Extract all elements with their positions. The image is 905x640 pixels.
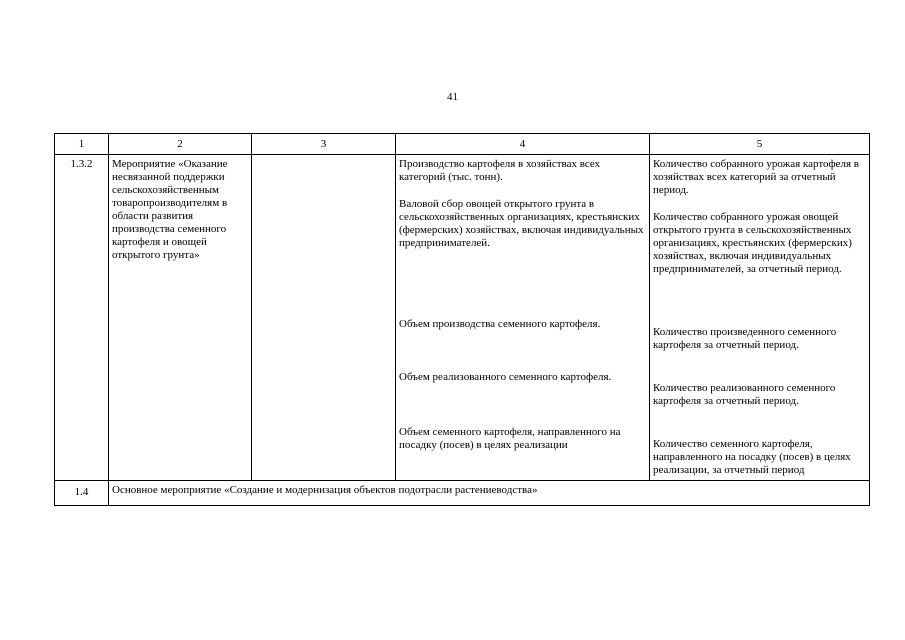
method-item: Количество собранного урожая картофеля в хозяйствах всех категорий за отчетный период. [653, 158, 859, 196]
method-item: Количество семенного картофеля, направленного на посадку (посев) в целях реализации, за отчетный период [653, 438, 851, 476]
header-row [55, 134, 870, 155]
indicator-item: Объем реализованного семенного картофеля. [399, 371, 612, 383]
header-col-3: 3 [252, 134, 396, 155]
table-row [55, 155, 870, 481]
header-col-5: 5 [650, 134, 870, 155]
main-measure-title: Основное мероприятие «Создание и модернизация объектов подотрасли растениеводства» [109, 481, 870, 506]
method-item: Количество реализованного семенного картофеля за отчетный период. [653, 382, 836, 407]
indicator-item: Валовой сбор овощей открытого грунта в сельскохозяйственных организациях, крестьянских (фермерских) хозяйствах, включая индивидуальных предпринимателей. [399, 198, 644, 249]
empty-cell [252, 155, 396, 481]
method-item: Количество произведенного семенного картофеля за отчетный период. [653, 326, 837, 351]
indicators-cell [396, 155, 650, 481]
methods-cell [650, 155, 870, 481]
measure-description: Мероприятие «Оказание несвязанной поддержки сельскохозяйственным товаропроизводителям в области развития производства семенного картофеля и овощей открытого грунта» [109, 155, 252, 481]
row-number: 1.3.2 [55, 155, 109, 481]
header-col-1: 1 [55, 134, 109, 155]
table-row [55, 481, 870, 506]
indicator-item: Объем производства семенного картофеля. [399, 318, 601, 330]
indicator-item: Объем семенного картофеля, направленного на посадку (посев) в целях реализации [399, 426, 621, 451]
method-item: Количество собранного урожая овощей открытого грунта в сельскохозяйственных организациях, крестьянских (фермерских) хозяйствах, включая индивидуальных предпринимателей, за отчетный период. [653, 211, 852, 275]
row-number: 1.4 [55, 481, 109, 506]
indicator-item: Производство картофеля в хозяйствах всех категорий (тыс. тонн). [399, 158, 601, 183]
page-number: 41 [447, 91, 458, 103]
header-col-2: 2 [109, 134, 252, 155]
header-col-4: 4 [396, 134, 650, 155]
program-table [54, 133, 870, 506]
